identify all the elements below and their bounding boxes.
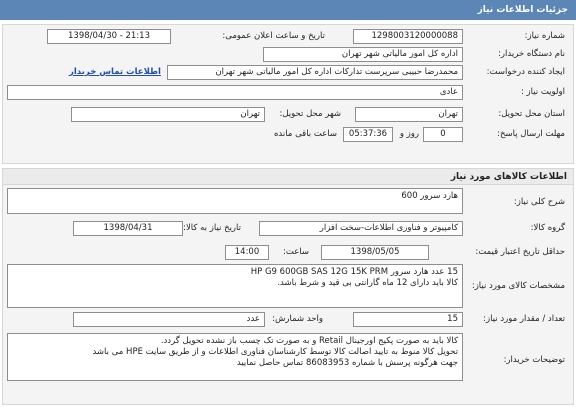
- need-number-field: 1298003120000088: [353, 29, 463, 44]
- need-details-panel: [2, 24, 574, 164]
- need-date-field: 1398/04/31: [73, 221, 183, 236]
- summary-field: هارد سرور 600: [7, 188, 463, 214]
- group-field: کامپیوتر و فناوری اطلاعات-سخت افزار: [259, 221, 463, 236]
- buyer-org-label: نام دستگاه خریدار:: [498, 49, 565, 59]
- specs-line: 15 عدد هارد سرور HP G9 600GB SAS 12G 15K PRM: [250, 267, 458, 277]
- quantity-field: 15: [353, 312, 463, 327]
- deadline-time-field: 05:37:36: [343, 127, 393, 142]
- notes-line: تحویل کالا منوط به تایید اصالت کالا توسط کارشناسان فناوری اطلاعات و از طریق سایت HPE می باشد: [92, 347, 458, 357]
- notes-box: [7, 333, 463, 381]
- specs-box: [7, 264, 463, 308]
- notes-label: توضیحات خریدار:: [503, 355, 565, 365]
- time-label: ساعت:: [283, 247, 309, 257]
- province-label: استان محل تحویل:: [498, 109, 565, 119]
- notes-line: کالا باید به صورت پکیج اورجینال Retail و به صورت تک چسب باز نشده تحویل گردد.: [160, 336, 458, 346]
- deadline-remaining-label: ساعت باقی مانده: [273, 129, 337, 139]
- deadline-days-unit: روز و: [399, 129, 419, 139]
- buyer-contact-link[interactable]: اطلاعات تماس خریدار: [69, 67, 161, 77]
- need-date-label: تاریخ نیاز به کالا:: [183, 223, 241, 233]
- province-field: تهران: [355, 107, 463, 122]
- goods-section-title: اطلاعات کالاهای مورد نیاز: [3, 169, 573, 185]
- announce-datetime-field: 1398/04/30 - 21:13: [47, 29, 171, 44]
- time-field: 14:00: [225, 245, 269, 260]
- price-validity-label: حداقل تاریخ اعتبار قیمت:: [475, 247, 565, 257]
- price-validity-date-field: 1398/05/05: [321, 245, 429, 260]
- priority-label: اولویت نیاز :: [520, 87, 565, 97]
- deadline-label: مهلت ارسال پاسخ:: [497, 129, 565, 139]
- priority-field: عادی: [7, 85, 463, 100]
- city-label: شهر محل تحویل:: [279, 109, 341, 119]
- announce-datetime-label: تاریخ و ساعت اعلان عمومی:: [222, 31, 325, 41]
- unit-field: عدد: [73, 312, 265, 327]
- group-label: گروه کالا:: [530, 223, 565, 233]
- quantity-label: تعداد / مقدار مورد نیاز:: [483, 314, 565, 324]
- need-number-label: شماره نیاز:: [524, 31, 565, 41]
- notes-line: جهت هرگونه پرسش با شماره 86083953 تماس حاصل نمایید: [236, 358, 458, 368]
- city-field: تهران: [71, 107, 265, 122]
- creator-label: ایجاد کننده درخواست:: [486, 67, 565, 77]
- buyer-org-field: اداره کل امور مالیاتی شهر تهران: [263, 47, 463, 62]
- creator-field: محمدرضا حبیبی سرپرست تدارکات اداره کل امور مالیاتی شهر تهران: [167, 65, 463, 80]
- unit-label: واحد شمارش:: [272, 314, 323, 324]
- specs-label: مشخصات کالای مورد نیاز:: [471, 281, 565, 291]
- summary-label: شرح کلی نیاز:: [513, 197, 565, 207]
- specs-line: کالا باید دارای 12 ماه گارانتی بی قید و شرط باشد.: [277, 278, 458, 288]
- page-title: جزئیات اطلاعات نیاز: [0, 0, 576, 20]
- deadline-days-field: 0: [423, 127, 463, 142]
- goods-panel: [2, 168, 574, 405]
